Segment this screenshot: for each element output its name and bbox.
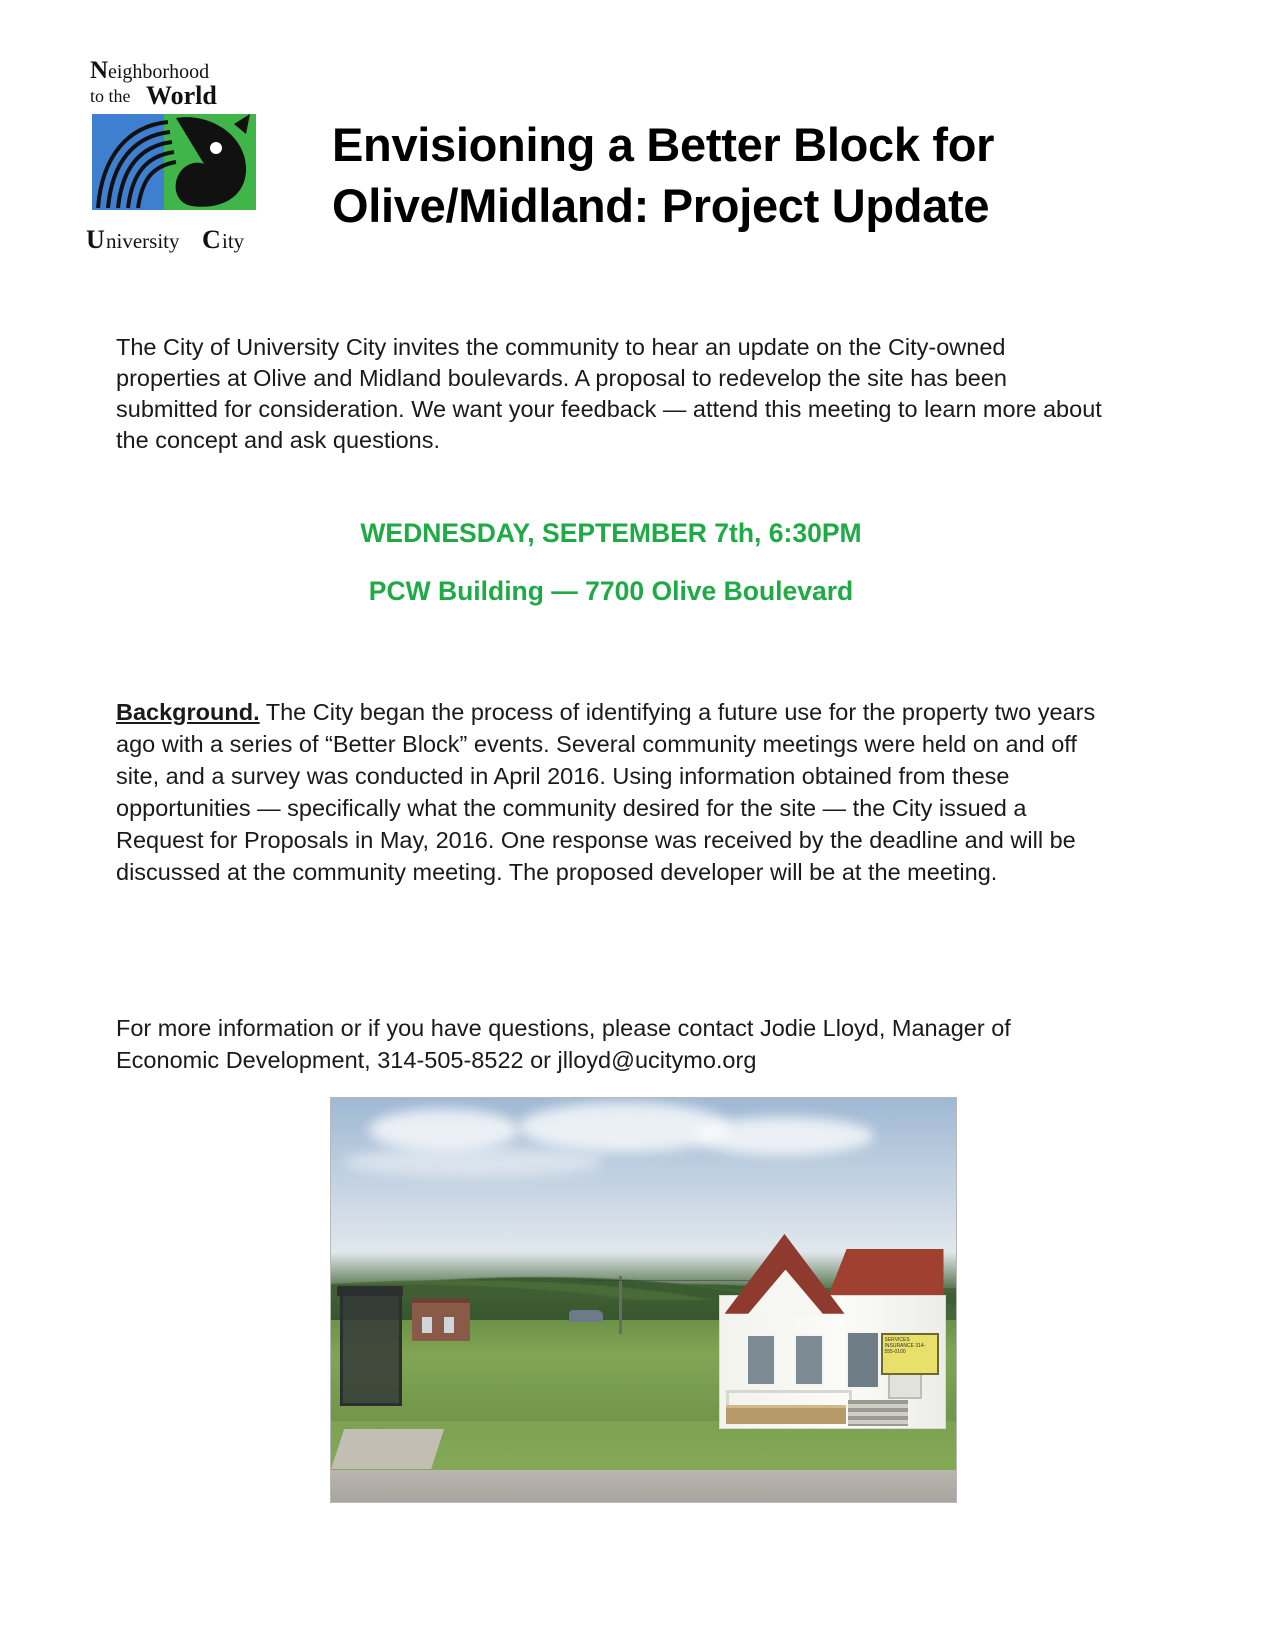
svg-text:U: U — [86, 225, 105, 254]
window — [794, 1334, 824, 1386]
svg-text:niversity: niversity — [106, 229, 180, 253]
svg-text:C: C — [202, 225, 221, 254]
bus-shelter — [340, 1292, 402, 1406]
window — [746, 1334, 776, 1386]
contact-paragraph: For more information or if you have questions, please contact Jodie Lloyd, Manager of Economic Development, 314-505-8522 or jlloyd@ucitymo.org — [116, 1014, 1011, 1073]
svg-text:N: N — [90, 57, 109, 84]
photo-scene — [331, 1098, 956, 1502]
document-header — [84, 52, 1094, 277]
cloud — [344, 1147, 604, 1177]
meeting-date: WEDNESDAY, SEPTEMBER 7th, 6:30PM — [360, 518, 862, 548]
page-title: Envisioning a Better Block for Olive/Midland: Project Update — [332, 118, 995, 232]
meeting-details — [116, 518, 1106, 608]
pavement — [331, 1470, 956, 1502]
brick-building — [412, 1298, 470, 1341]
window — [846, 1331, 880, 1389]
steps — [848, 1400, 908, 1426]
university-city-logo — [84, 52, 274, 274]
background-body: The City began the process of identifying a future use for the property two years ago with a series of “Better Block” events. Several community meetings were held on and off site, and a survey was conducted in April 2016. Using information obtained from these opportunities — specifically what the community desired for the site — the City issued a Request for Proposals in May, 2016. One response was received by the deadline and will be discussed at the community meeting. The proposed developer will be at the meeting. — [116, 698, 1096, 886]
utility-pole — [619, 1276, 622, 1334]
meeting-location: PCW Building — 7700 Olive Boulevard — [368, 575, 854, 606]
storefront-sign: SERVICES INSURANCE 314-555-0100 — [881, 1333, 939, 1375]
svg-text:ity: ity — [222, 229, 245, 253]
parked-car — [569, 1310, 603, 1322]
background-label: Background. — [116, 698, 260, 725]
cloud — [694, 1117, 874, 1155]
deck — [726, 1405, 846, 1424]
svg-text:World: World — [146, 81, 217, 110]
sidewalk — [331, 1429, 444, 1469]
site-photo — [330, 1097, 957, 1503]
cloud — [519, 1102, 729, 1152]
white-house — [719, 1219, 944, 1429]
cloud — [369, 1109, 519, 1151]
intro-paragraph: The City of University City invites the community to hear an update on the City-owned properties at Olive and Midland boulevards. A proposal to redevelop the site has been submitted for consideration. We want your feedback — attend this meeting to learn more about the concept and ask questions. — [116, 333, 1102, 454]
svg-text:to the: to the — [90, 86, 131, 106]
background-section — [116, 696, 1106, 889]
svg-text:eighborhood: eighborhood — [108, 61, 210, 83]
